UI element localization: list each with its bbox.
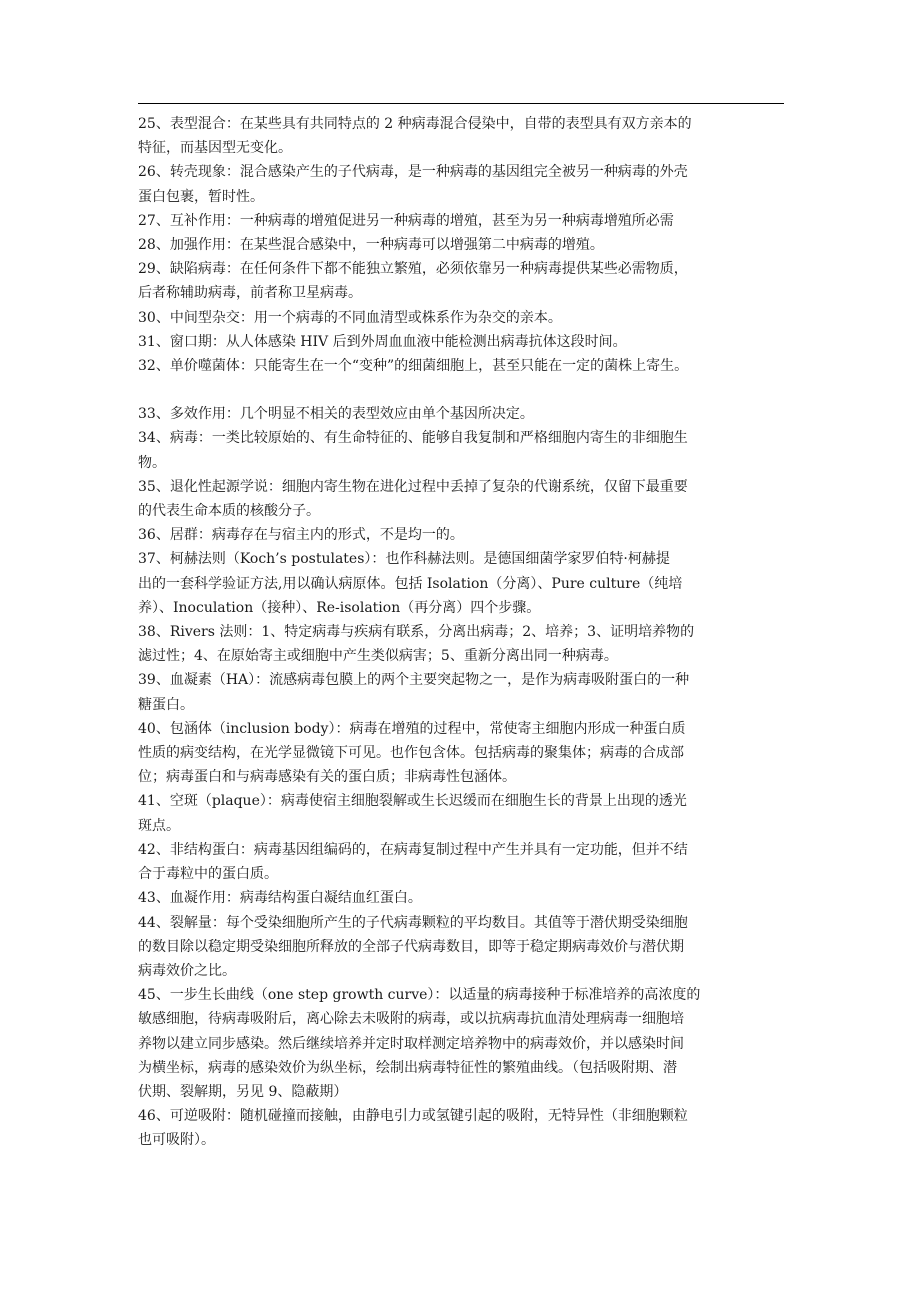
entry-line: 养）、Inoculation（接种）、Re-isolation（再分离）四个步骤。 xyxy=(138,599,541,616)
entry-46 xyxy=(138,1104,798,1152)
entry-line: 37、柯赫法则（Koch’s postulates）：也作科赫法则。是德国细菌学家罗伯特·柯赫提 xyxy=(138,551,670,568)
entry-line: 特征，而基因型无变化。 xyxy=(138,140,292,157)
entry-line: 27、互补作用：一种病毒的增殖促进另一种病毒的增殖，甚至为另一种病毒增殖所必需 xyxy=(138,212,674,229)
entry-line: 40、包涵体（inclusion body）：病毒在增殖的过程中，常使寄主细胞内形成一种蛋白质 xyxy=(138,720,686,737)
entry-line: 物。 xyxy=(138,454,166,471)
entry-line: 28、加强作用：在某些混合感染中，一种病毒可以增强第二中病毒的增殖。 xyxy=(138,237,604,254)
entry-line: 病毒效价之比。 xyxy=(138,962,236,979)
entry-line: 位；病毒蛋白和与病毒感染有关的蛋白质；非病毒性包涵体。 xyxy=(138,769,516,786)
entry-25 xyxy=(138,112,798,160)
entry-44 xyxy=(138,911,798,984)
entry-34 xyxy=(138,426,798,474)
entry-41 xyxy=(138,789,798,837)
entry-line: 敏感细胞，待病毒吸附后，离心除去未吸附的病毒，或以抗病毒抗血清处理病毒一细胞培 xyxy=(138,1011,684,1028)
entry-line: 为横坐标，病毒的感染效价为纵坐标，绘制出病毒特征性的繁殖曲线。（包括吸附期、潜 xyxy=(138,1059,677,1076)
entry-line: 25、表型混合：在某些具有共同特点的 2 种病毒混合侵染中，自带的表型具有双方亲本的 xyxy=(138,116,692,132)
glossary-content xyxy=(138,112,798,1153)
entry-30 xyxy=(138,306,798,330)
entry-line: 41、空斑（plaque）：病毒使宿主细胞裂解或生长迟缓而在细胞生长的背景上出现的透光 xyxy=(138,793,687,810)
entry-line: 性质的病变结构，在光学显微镜下可见。也作包含体。包括病毒的聚集体；病毒的合成部 xyxy=(138,745,684,762)
entry-43 xyxy=(138,886,798,910)
entry-38 xyxy=(138,620,798,668)
entry-29 xyxy=(138,257,798,305)
entry-line: 33、多效作用：几个明显不相关的表型效应由单个基因所决定。 xyxy=(138,406,534,423)
entry-line: 伏期、裂解期，另见 9、隐蔽期） xyxy=(138,1083,348,1100)
entry-line: 44、裂解量：每个受染细胞所产生的子代病毒颗粒的平均数目。其值等于潜伏期受染细胞 xyxy=(138,914,688,931)
entry-line: 43、血凝作用：病毒结构蛋白凝结血红蛋白。 xyxy=(138,890,422,907)
entry-45 xyxy=(138,983,798,1104)
entry-line: 斑点。 xyxy=(138,817,180,834)
entry-42 xyxy=(138,838,798,886)
entry-line: 34、病毒：一类比较原始的、有生命特征的、能够自我复制和严格细胞内寄生的非细胞生 xyxy=(138,430,688,447)
entry-line: 45、一步生长曲线（one step growth curve）：以适量的病毒接种于标准培养的高浓度的 xyxy=(138,987,701,1004)
entry-37 xyxy=(138,547,798,620)
entry-26 xyxy=(138,160,798,208)
entry-line: 46、可逆吸附：随机碰撞而接触，由静电引力或氢键引起的吸附，无特异性（非细胞颗粒 xyxy=(138,1108,688,1125)
entry-line: 糖蛋白。 xyxy=(138,696,194,713)
entry-line: 35、退化性起源学说：细胞内寄生物在进化过程中丢掉了复杂的代谢系统，仅留下最重要 xyxy=(138,478,688,495)
entry-line: 29、缺陷病毒：在任何条件下都不能独立繁殖，必须依靠另一种病毒提供某些必需物质， xyxy=(138,261,688,278)
entry-line: 38、Rivers 法则：1、特定病毒与疾病有联系，分离出病毒；2、培养；3、证明培养物的 xyxy=(138,624,695,641)
entry-line: 31、窗口期：从人体感染 HIV 后到外周血血液中能检测出病毒抗体这段时间。 xyxy=(138,333,627,350)
entry-line: 39、血凝素（HA）：流感病毒包膜上的两个主要突起物之一，是作为病毒吸附蛋白的一种 xyxy=(138,672,690,689)
entry-line: 合于毒粒中的蛋白质。 xyxy=(138,866,278,883)
entry-line: 蛋白包裹，暂时性。 xyxy=(138,188,264,205)
entry-27 xyxy=(138,209,798,233)
entry-31 xyxy=(138,330,798,354)
entry-line: 36、居群：病毒存在与宿主内的形式，不是均一的。 xyxy=(138,527,464,544)
entry-line: 的数目除以稳定期受染细胞所释放的全部子代病毒数目，即等于稳定期病毒效价与潜伏期 xyxy=(138,938,684,955)
entry-35 xyxy=(138,475,798,523)
entry-line: 的代表生命本质的核酸分子。 xyxy=(138,503,320,520)
entry-28 xyxy=(138,233,798,257)
entry-line: 26、转壳现象：混合感染产生的子代病毒，是一种病毒的基因组完全被另一种病毒的外壳 xyxy=(138,164,688,181)
entry-32 xyxy=(138,354,798,378)
entry-line: 30、中间型杂交：用一个病毒的不同血清型或株系作为杂交的亲本。 xyxy=(138,309,562,326)
header-rule xyxy=(138,103,784,104)
entry-line: 养物以建立同步感染。然后继续培养并定时取样测定培养物中的病毒效价，并以感染时间 xyxy=(138,1035,684,1052)
entry-33 xyxy=(138,402,798,426)
entry-line: 出的一套科学验证方法,用以确认病原体。包括 Isolation（分离）、Pure culture（纯培 xyxy=(138,575,683,592)
entry-line: 后者称辅助病毒，前者称卫星病毒。 xyxy=(138,285,362,302)
entry-line: 32、单价噬菌体：只能寄生在一个“变种”的细菌细胞上，甚至只能在一定的菌株上寄生。 xyxy=(138,358,689,375)
entry-36 xyxy=(138,523,798,547)
entry-line: 42、非结构蛋白：病毒基因组编码的，在病毒复制过程中产生并具有一定功能，但并不结 xyxy=(138,841,688,858)
entry-line: 滤过性；4、在原始寄主或细胞中产生类似病害；5、重新分离出同一种病毒。 xyxy=(138,648,618,665)
entry-39 xyxy=(138,668,798,716)
entry-40 xyxy=(138,717,798,790)
entry-line: 也可吸附）。 xyxy=(138,1132,215,1149)
